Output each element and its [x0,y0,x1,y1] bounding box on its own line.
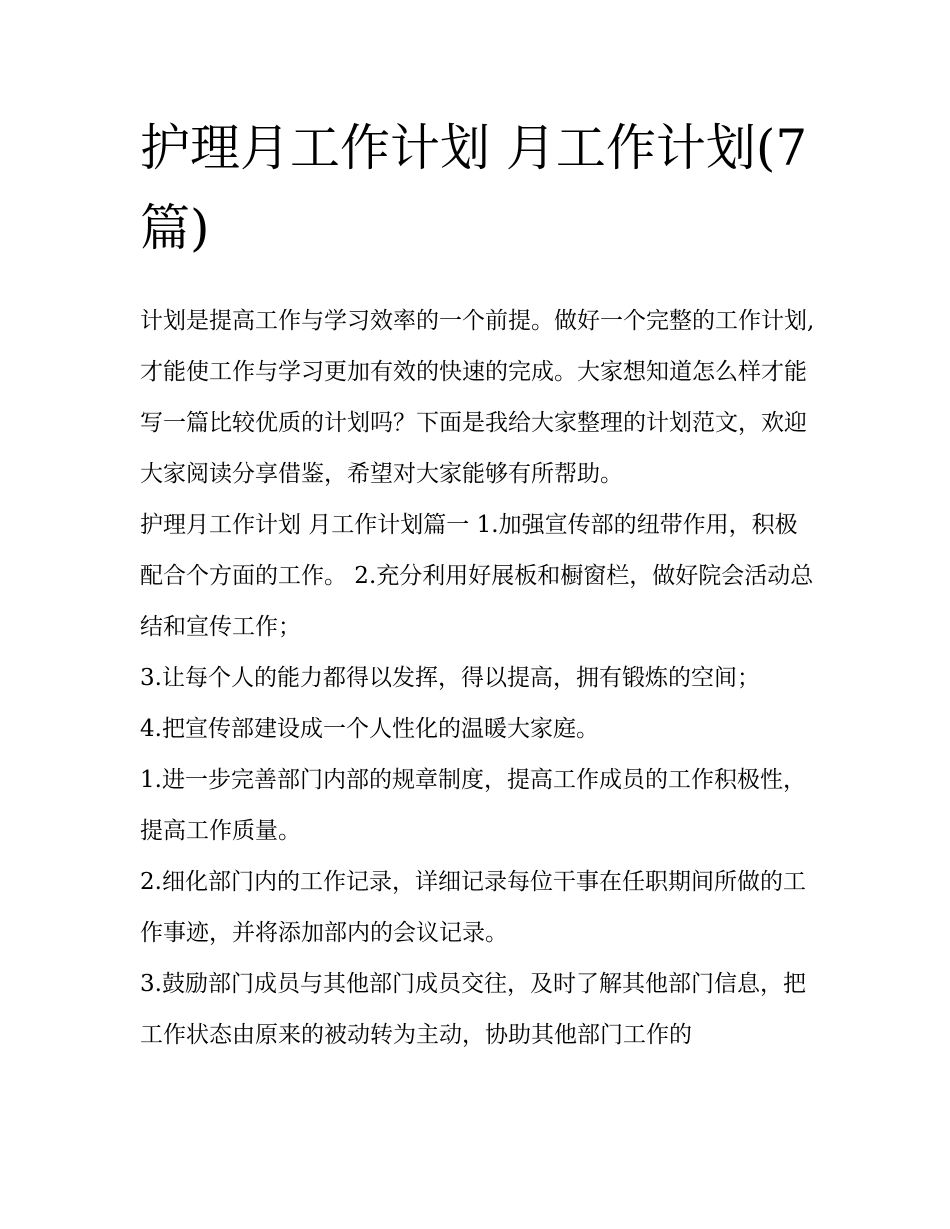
body-paragraph: 3.鼓励部门成员与其他部门成员交往，及时了解其他部门信息，把工作状态由原来的被动转为主动，协助其他部门工作的 [140,971,806,1048]
body-paragraph: 3.让每个人的能力都得以发挥，得以提高，拥有锻炼的空间； [140,665,760,691]
body-paragraph: 护理月工作计划 月工作计划篇一 1.加强宣传部的纽带作用，积极配合个方面的工作。 2.充分利用好展板和橱窗栏，做好院会活动总结和宣传工作； [140,512,814,640]
intro-paragraph: 计划是提高工作与学习效率的一个前提。做好一个完整的工作计划,才能使工作与学习更加有效的快速的完成。大家想知道怎么样才能写一篇比较优质的计划吗？下面是我给大家整理的计划范文，欢迎大家阅读分享借鉴，希望对大家能够有所帮助。 [140,308,815,487]
document-body [140,108,820,1061]
body-paragraph: 2.细化部门内的工作记录，详细记录每位干事在任职期间所做的工作事迹，并将添加部内的会议记录。 [140,869,806,946]
document-title: 护理月工作计划 月工作计划(7篇) [140,119,808,257]
body-paragraph: 1.进一步完善部门内部的规章制度，提高工作成员的工作积极性，提高工作质量。 [140,767,806,844]
body-paragraph: 4.把宣传部建设成一个人性化的温暖大家庭。 [140,716,599,742]
